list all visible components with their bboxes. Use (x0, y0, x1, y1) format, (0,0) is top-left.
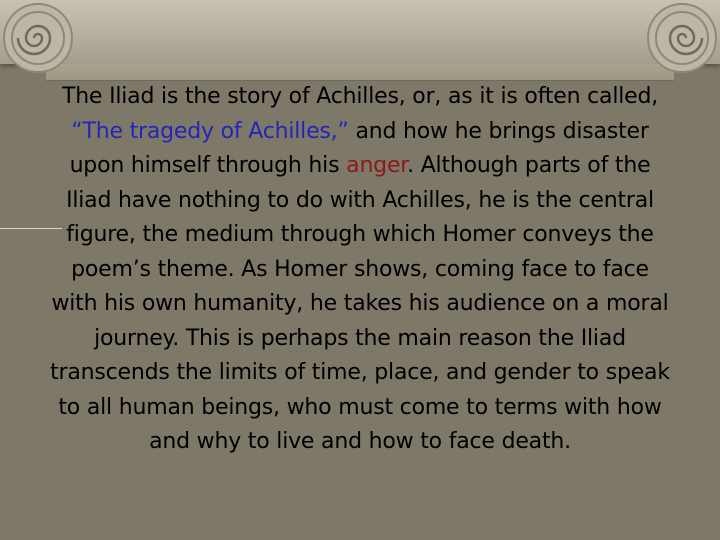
quoted-title: “The tragedy of Achilles,” (71, 118, 349, 144)
capital-band (0, 0, 720, 64)
ionic-capital-decoration (0, 0, 720, 80)
scroll-volute-left-icon (0, 0, 80, 80)
scroll-volute-right-icon (640, 0, 720, 80)
emphasized-word: anger (346, 153, 408, 178)
paragraph-intro: The Iliad is the story of Achilles, or, as it is often called, (61, 84, 659, 109)
body-paragraph (50, 80, 670, 460)
paragraph-middle: and how he brings disaster upon himself through his (69, 118, 649, 178)
capital-abacus (46, 64, 674, 81)
paragraph-rest: . Although parts of the Iliad have nothing to do with Achilles, he is the central figure, the medium through which Homer conveys the poem’s theme. As Homer shows, coming face to face with his own humanity, he takes his audience on a moral journey. This is perhaps the main reason the Iliad transcends the limits of time, place, and gender to speak to all human beings, who must come to terms with how and why to live and how to face death. (50, 153, 670, 454)
